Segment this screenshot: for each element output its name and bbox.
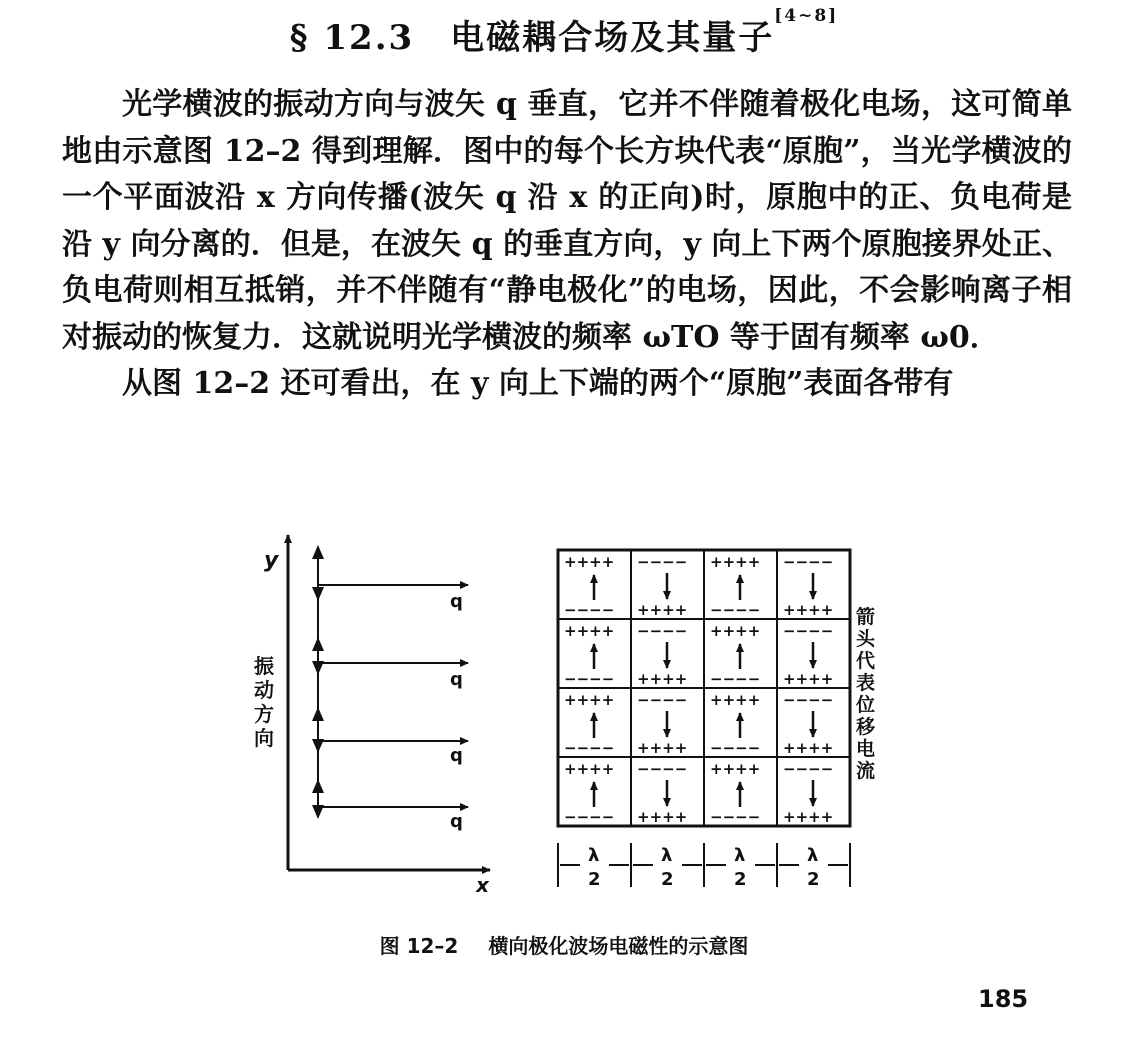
cell-contents <box>564 553 833 826</box>
plus-charges: ++++ <box>710 553 761 571</box>
lambda-label: λ <box>661 845 673 866</box>
right-label-char: 流 <box>856 760 876 782</box>
vib-label-char: 振 <box>254 654 274 678</box>
figure-svg <box>250 525 876 905</box>
minus-charges: −−−− <box>783 553 834 571</box>
plus-charges: ++++ <box>564 622 615 640</box>
cell <box>637 691 687 757</box>
right-label-char: 表 <box>856 672 876 694</box>
lambda-label: λ <box>588 845 600 866</box>
body-text <box>62 82 1072 408</box>
cell <box>637 553 687 619</box>
plus-charges: ++++ <box>783 670 834 688</box>
wave-arrows <box>318 585 468 807</box>
minus-charges: −−−− <box>710 601 761 619</box>
section-number: § 12.3 <box>289 18 415 58</box>
plus-charges: ++++ <box>710 760 761 778</box>
lambda-label: λ <box>734 845 746 866</box>
minus-charges: −−−− <box>637 760 688 778</box>
q-label: q <box>450 591 463 612</box>
minus-charges: −−−− <box>710 808 761 826</box>
section-title: 电磁耦合场及其量子 <box>450 18 775 58</box>
vib-label-char: 动 <box>254 678 274 702</box>
minus-charges: −−−− <box>710 670 761 688</box>
x-axis-label: x <box>476 873 489 897</box>
lambda-label: λ <box>807 845 819 866</box>
q-label: q <box>450 811 463 832</box>
cell <box>783 760 833 826</box>
cell <box>710 760 760 826</box>
two-label: 2 <box>588 869 601 890</box>
plus-charges: ++++ <box>783 739 834 757</box>
plus-charges: ++++ <box>564 553 615 571</box>
cell <box>783 691 833 757</box>
plus-charges: ++++ <box>637 739 688 757</box>
two-label: 2 <box>734 869 747 890</box>
plus-charges: ++++ <box>637 670 688 688</box>
paragraph: 光学横波的振动方向与波矢 q 垂直，它并不伴随着极化电场，这可简单地由示意图 12–2 得到理解．图中的每个长方块代表“原胞”，当光学横波的一个平面波沿 x 方向传播(波矢 q 沿 x 的正向)时，原胞中的正、负电荷是沿 y 向分离的．但是，在波矢 q 的垂直方向，y 向上下两个原胞接界处正、负电荷则相互抵销，并不伴随有“静电极化”的电场，因此，不会影响离子相对振动的恢复力．这就说明光学横波的频率 ωTO 等于固有频率 ω0． <box>62 87 1072 355</box>
minus-charges: −−−− <box>637 553 688 571</box>
right-label-char: 移 <box>856 716 876 738</box>
right-label-char: 头 <box>856 628 876 650</box>
cell <box>710 622 760 688</box>
vib-label-char: 方 <box>254 702 274 726</box>
caption-text: 横向极化波场电磁性的示意图 <box>488 934 749 958</box>
right-label-char: 位 <box>856 694 876 716</box>
cell <box>564 691 614 757</box>
cell <box>564 553 614 619</box>
two-label: 2 <box>807 869 820 890</box>
q-label: q <box>450 745 463 766</box>
minus-charges: −−−− <box>564 808 615 826</box>
caption-label: 图 12–2 <box>379 934 459 958</box>
plus-charges: ++++ <box>564 691 615 709</box>
minus-charges: −−−− <box>637 622 688 640</box>
cell <box>564 622 614 688</box>
minus-charges: −−−− <box>564 601 615 619</box>
displacement-current-label <box>855 605 876 782</box>
plus-charges: ++++ <box>783 601 834 619</box>
section-heading <box>0 6 1128 59</box>
right-label-char: 电 <box>856 738 876 760</box>
plus-charges: ++++ <box>637 601 688 619</box>
cell-grid <box>558 550 850 826</box>
cell <box>637 622 687 688</box>
right-label-char: 箭 <box>856 606 876 628</box>
plus-charges: ++++ <box>564 760 615 778</box>
y-axis-label: y <box>264 548 279 573</box>
figure-caption <box>0 930 1128 959</box>
minus-charges: −−−− <box>783 760 834 778</box>
minus-charges: −−−− <box>564 670 615 688</box>
plus-charges: ++++ <box>783 808 834 826</box>
plus-charges: ++++ <box>710 622 761 640</box>
cell <box>564 760 614 826</box>
minus-charges: −−−− <box>710 739 761 757</box>
right-label-char: 代 <box>856 650 876 672</box>
plus-charges: ++++ <box>710 691 761 709</box>
cell <box>637 760 687 826</box>
plus-charges: ++++ <box>637 808 688 826</box>
minus-charges: −−−− <box>564 739 615 757</box>
page-number: 185 <box>978 985 1029 1013</box>
minus-charges: −−−− <box>783 622 834 640</box>
paragraph: 从图 12–2 还可看出，在 y 向上下端的两个“原胞”表面各带有 <box>122 366 954 401</box>
cell <box>710 553 760 619</box>
two-label: 2 <box>661 869 674 890</box>
figure-12-2 <box>250 525 876 909</box>
q-label: q <box>450 669 463 690</box>
reference-mark: [4~8] <box>774 6 839 26</box>
cell <box>783 553 833 619</box>
vib-label-char: 向 <box>254 726 274 750</box>
cell <box>783 622 833 688</box>
minus-charges: −−−− <box>783 691 834 709</box>
minus-charges: −−−− <box>637 691 688 709</box>
cell <box>710 691 760 757</box>
